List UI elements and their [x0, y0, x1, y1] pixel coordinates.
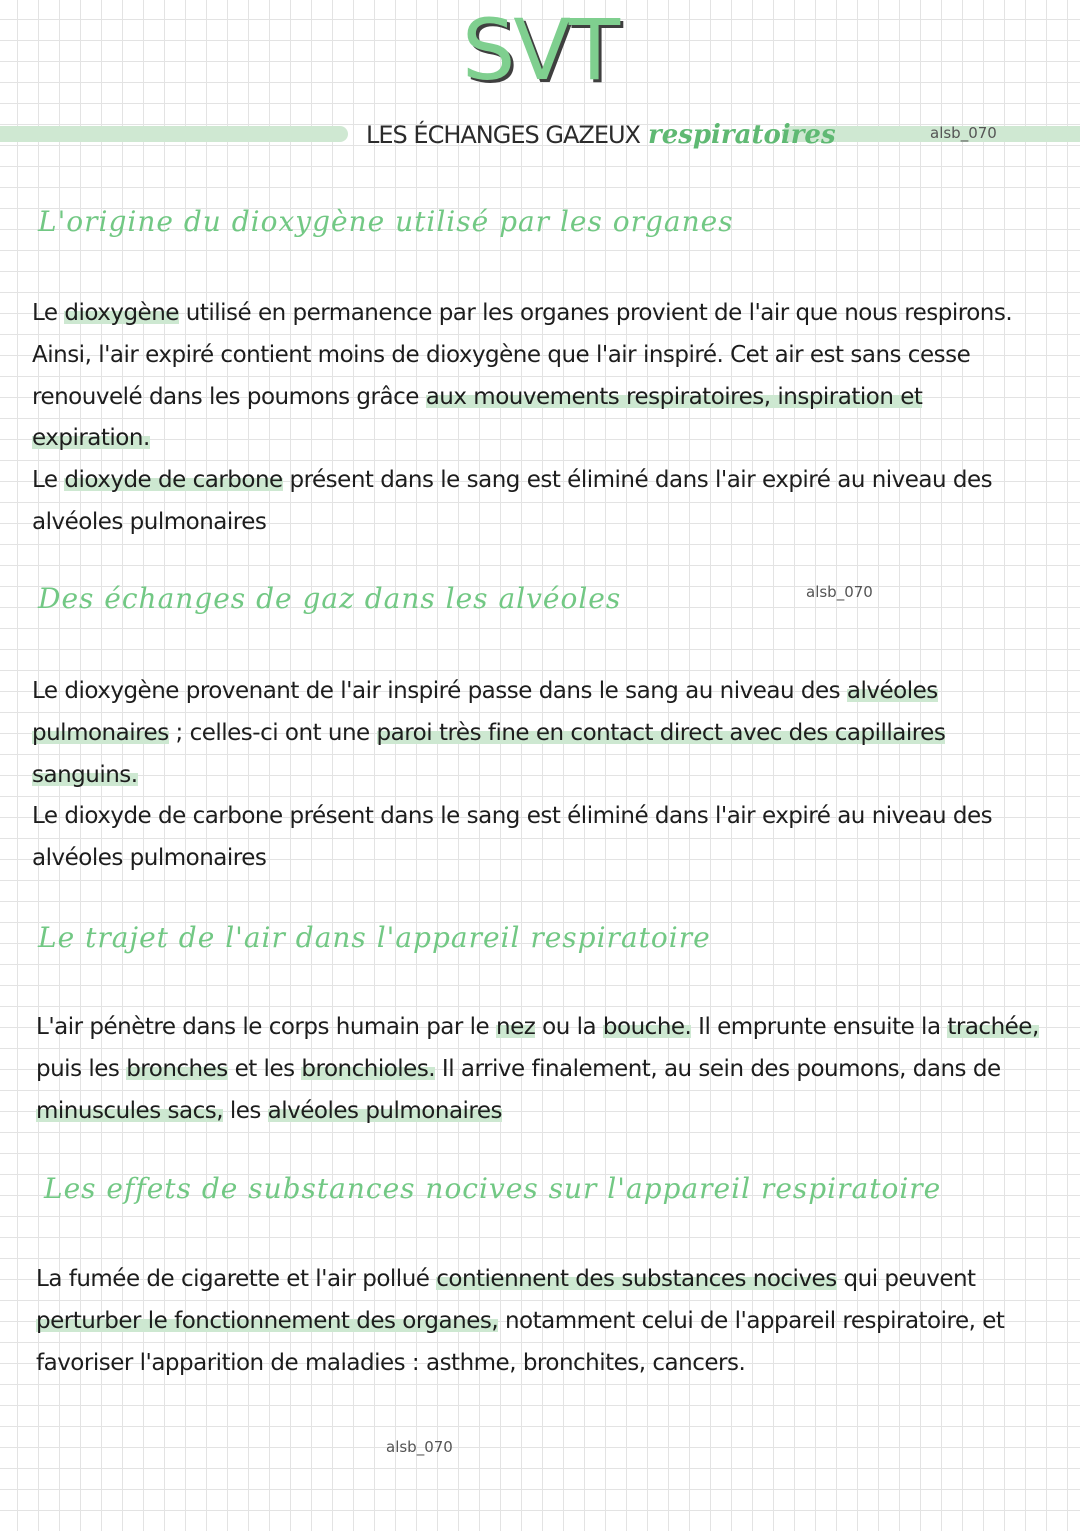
- section-1-body: [32, 293, 1042, 544]
- text-run: Le dioxyde de carbone présent dans le sang est éliminé dans l'air expiré au niveau des alvéoles pulmonaires: [32, 803, 993, 872]
- text-run: Il arrive finalement, au sein des poumons, dans de: [435, 1055, 1001, 1082]
- header-watermark: alsb_070: [930, 124, 997, 142]
- section-2-heading: Des échanges de gaz dans les alvéoles: [38, 582, 622, 615]
- highlighted-text: minuscules sacs,: [36, 1097, 224, 1124]
- text-run: ; celles-ci ont une: [168, 719, 377, 746]
- section-2-body: [32, 671, 1042, 880]
- text-run: les: [223, 1097, 268, 1124]
- paragraph: [36, 1007, 1046, 1132]
- page-subtitle: [366, 120, 836, 150]
- text-run: Le: [32, 467, 65, 494]
- highlighted-text: nez: [496, 1014, 536, 1040]
- section-2-watermark: alsb_070: [806, 583, 873, 601]
- section-4-body: [36, 1259, 1046, 1384]
- highlighted-text: bronchioles.: [301, 1055, 436, 1082]
- paragraph: [32, 293, 1042, 460]
- section-1-heading: L'origine du dioxygène utilisé par les organes: [38, 205, 734, 238]
- subtitle-accent: respiratoires: [648, 120, 836, 150]
- text-run: notamment celui de l'appareil respiratoire, et favoriser l'apparition de maladies : asthme, bronchites, cancers.: [36, 1307, 1005, 1376]
- highlighted-text: alvéoles pulmonaires: [32, 678, 938, 746]
- highlighted-text: paroi très fine en contact direct avec des capillaires sanguins.: [32, 719, 946, 788]
- header-band-left: [0, 126, 348, 142]
- text-run: Le dioxygène provenant de l'air inspiré passe dans le sang au niveau des: [32, 678, 847, 704]
- highlighted-text: aux mouvements respiratoires, inspiration et expiration.: [32, 383, 923, 452]
- text-run: Il emprunte ensuite la: [691, 1014, 948, 1040]
- paragraph: [32, 460, 1042, 544]
- text-run: Le: [32, 300, 65, 326]
- text-run: La fumée de cigarette et l'air pollué: [36, 1266, 437, 1292]
- highlighted-text: dioxyde de carbone: [64, 467, 283, 494]
- text-run: L'air pénètre dans le corps humain par le: [36, 1014, 497, 1040]
- highlighted-text: bouche.: [602, 1014, 692, 1040]
- paragraph: [32, 671, 1042, 796]
- text-run: et les: [227, 1055, 302, 1082]
- highlighted-text: dioxygène: [64, 300, 179, 326]
- section-3-body: [36, 1007, 1046, 1132]
- section-4-heading: Les effets de substances nocives sur l'appareil respiratoire: [44, 1172, 942, 1205]
- text-run: ou la: [535, 1014, 603, 1040]
- paragraph: [32, 796, 1042, 880]
- text-run: présent dans le sang est éliminé dans l'air expiré au niveau des alvéoles pulmonaires: [32, 467, 993, 535]
- paragraph: [36, 1259, 1046, 1384]
- page-title: SVT: [461, 1, 619, 99]
- highlighted-text: contiennent des substances nocives: [436, 1266, 837, 1292]
- section-3-heading: Le trajet de l'air dans l'appareil respiratoire: [38, 921, 711, 954]
- subtitle-prefix: LES ÉCHANGES GAZEUX: [366, 121, 640, 149]
- text-run: utilisé en permanence par les organes provient de l'air que nous respirons. Ainsi, l'air expiré contient moins de dioxygène que l'air inspiré. Cet air est sans cesse renouvelé dans les poumons grâce: [32, 300, 1013, 410]
- footer-watermark: alsb_070: [386, 1438, 453, 1456]
- text-run: qui peuvent: [836, 1266, 976, 1292]
- text-run: puis les: [36, 1055, 127, 1082]
- highlighted-text: alvéoles pulmonaires: [267, 1097, 503, 1124]
- highlighted-text: bronches: [126, 1055, 228, 1082]
- highlighted-text: trachée,: [947, 1014, 1039, 1040]
- highlighted-text: perturber le fonctionnement des organes,: [36, 1307, 499, 1334]
